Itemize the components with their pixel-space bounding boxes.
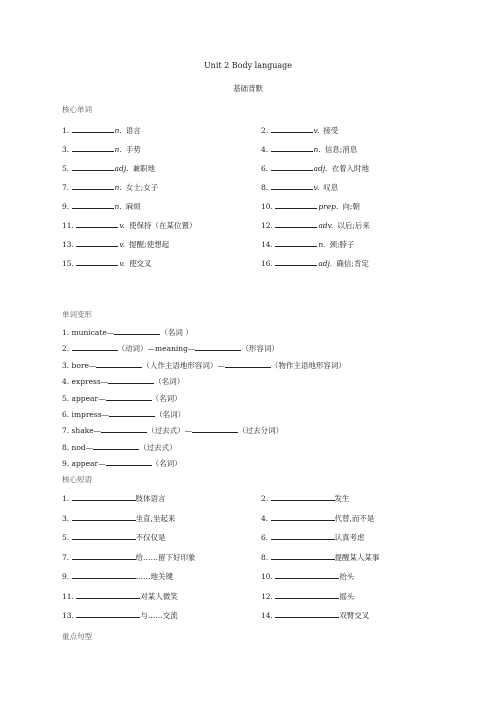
answer-blank[interactable] xyxy=(106,457,152,466)
answer-blank[interactable] xyxy=(275,238,317,247)
answer-blank[interactable] xyxy=(96,359,142,368)
part-of-speech: n. xyxy=(114,202,122,211)
answer-blank[interactable] xyxy=(72,570,136,579)
meaning: 麻烦 xyxy=(125,202,141,211)
part-of-speech: n. xyxy=(114,126,122,135)
phrase-item xyxy=(261,590,354,602)
answer-blank[interactable] xyxy=(271,531,335,540)
item-number: 5. xyxy=(62,533,72,542)
item-number: 4. xyxy=(261,145,271,154)
word-form-item xyxy=(62,326,193,338)
answer-blank[interactable] xyxy=(72,143,114,152)
answer-blank[interactable] xyxy=(192,424,238,433)
part-of-speech: v. xyxy=(313,126,320,135)
meaning: 抬头 xyxy=(339,572,355,581)
answer-blank[interactable] xyxy=(275,590,339,599)
phrase-item xyxy=(62,590,178,602)
answer-blank[interactable] xyxy=(72,531,136,540)
form-hint: （名词 ） xyxy=(160,328,193,337)
answer-blank[interactable] xyxy=(275,219,317,228)
section-heading-forms: 单词变形 xyxy=(62,310,92,319)
meaning: 向;朝 xyxy=(342,202,360,211)
meaning: 提醒某人某事 xyxy=(334,552,380,562)
form-hint: （名词） xyxy=(154,377,185,387)
item-number: 16. xyxy=(261,259,276,268)
part-of-speech: n. xyxy=(114,145,122,154)
answer-blank[interactable] xyxy=(72,124,114,133)
answer-blank[interactable] xyxy=(271,162,313,171)
answer-blank[interactable] xyxy=(76,238,118,247)
meaning: 肢体语言 xyxy=(135,494,166,503)
form-hint: （物作主语地形容词） xyxy=(270,360,346,370)
phrase-item xyxy=(261,551,380,563)
item-number: 12. xyxy=(261,221,276,230)
answer-blank[interactable] xyxy=(76,590,140,599)
word-form-item xyxy=(62,441,177,453)
item-number: 9. xyxy=(62,202,72,211)
answer-blank[interactable] xyxy=(114,326,160,335)
meaning: 发生 xyxy=(334,494,350,503)
answer-blank[interactable] xyxy=(271,512,335,521)
item-number: 7. xyxy=(62,552,72,562)
form-hint: （名词） xyxy=(151,393,182,403)
document-subtitle: 基础背默 xyxy=(233,84,263,93)
vocab-item xyxy=(261,238,355,250)
meaning: 语言 xyxy=(125,126,141,135)
phrase-item xyxy=(62,531,166,543)
answer-blank[interactable] xyxy=(275,257,317,266)
vocab-item xyxy=(62,181,158,193)
answer-blank[interactable] xyxy=(271,143,313,152)
answer-blank[interactable] xyxy=(271,551,335,560)
word-form-item xyxy=(62,359,346,371)
answer-blank[interactable] xyxy=(72,200,114,209)
vocab-item xyxy=(261,162,369,174)
form-prompt: 4. express— xyxy=(62,377,109,387)
answer-blank[interactable] xyxy=(109,408,155,417)
phrase-item xyxy=(62,512,175,524)
answer-blank[interactable] xyxy=(72,181,114,190)
phrase-item xyxy=(261,609,369,621)
item-number: 2. xyxy=(261,494,271,503)
form-hint: （过去式）— xyxy=(147,426,193,436)
vocab-item xyxy=(261,219,370,231)
item-number: 15. xyxy=(62,259,77,268)
form-prompt: 6. impress— xyxy=(62,410,110,419)
answer-blank[interactable] xyxy=(271,181,313,190)
part-of-speech: v. xyxy=(119,240,126,249)
meaning: 接受 xyxy=(323,126,339,135)
answer-blank[interactable] xyxy=(108,375,154,384)
vocab-item xyxy=(261,143,357,155)
form-hint: （名词） xyxy=(151,459,182,469)
form-hint: （名词） xyxy=(155,410,186,419)
part-of-speech: v. xyxy=(119,221,126,230)
item-number: 1. xyxy=(62,494,72,503)
vocab-item xyxy=(62,124,141,136)
item-number: 12. xyxy=(261,591,276,601)
word-form-item xyxy=(62,424,283,436)
answer-blank[interactable] xyxy=(72,492,136,501)
phrase-item xyxy=(62,551,196,563)
item-number: 4. xyxy=(261,513,271,523)
answer-blank[interactable] xyxy=(72,512,136,521)
meaning: 确信;肯定 xyxy=(336,259,369,268)
phrase-item xyxy=(261,570,354,582)
vocab-item xyxy=(261,200,360,212)
part-of-speech: n. xyxy=(114,183,122,192)
answer-blank[interactable] xyxy=(101,424,147,433)
form-prompt: 7. shake— xyxy=(62,426,102,436)
form-hint: （形容词） xyxy=(241,344,279,354)
item-number: 9. xyxy=(62,572,72,581)
answer-blank[interactable] xyxy=(271,124,313,133)
part-of-speech: v. xyxy=(313,183,320,192)
item-number: 14. xyxy=(261,611,276,620)
item-number: 2. xyxy=(261,126,271,135)
word-form-item xyxy=(62,375,184,387)
item-number: 6. xyxy=(261,164,271,173)
item-number: 13. xyxy=(62,240,77,249)
item-number: 10. xyxy=(261,202,276,211)
item-number: 13. xyxy=(62,611,77,620)
section-heading-vocab: 核心单词 xyxy=(62,105,92,114)
meaning: 代替,而不是 xyxy=(334,513,375,523)
item-number: 8. xyxy=(261,552,271,562)
meaning: 提醒;使想起 xyxy=(129,240,170,249)
meaning: 摇头 xyxy=(339,591,355,601)
vocab-item xyxy=(62,219,197,231)
answer-blank[interactable] xyxy=(93,441,139,450)
meaning: 双臂交叉 xyxy=(339,611,370,620)
meaning: 叹息 xyxy=(323,183,339,192)
part-of-speech: v. xyxy=(119,259,126,268)
answer-blank[interactable] xyxy=(72,551,136,560)
meaning: 坐直,坐起来 xyxy=(135,513,176,523)
form-prompt: 2. xyxy=(62,344,72,354)
form-prompt: 5. appear— xyxy=(62,393,106,403)
item-number: 3. xyxy=(62,513,72,523)
item-number: 10. xyxy=(261,572,276,581)
meaning: 与……交流 xyxy=(140,611,178,620)
vocab-item xyxy=(62,257,152,269)
meaning: 以后;后来 xyxy=(337,221,370,230)
document-title: Unit 2 Body language xyxy=(203,61,293,70)
part-of-speech: n. xyxy=(318,240,326,249)
meaning: 认真考虑 xyxy=(334,533,365,542)
word-form-item xyxy=(62,342,279,354)
answer-blank[interactable] xyxy=(195,342,241,351)
meaning: ……地关键 xyxy=(135,572,174,581)
item-number: 1. xyxy=(62,126,72,135)
answer-blank[interactable] xyxy=(72,342,118,351)
form-prompt: 9. appear— xyxy=(62,459,106,469)
form-prompt: 8. nod— xyxy=(62,442,94,452)
phrase-item xyxy=(62,492,166,504)
section-heading-sentences: 重点句型 xyxy=(62,632,92,641)
word-form-item xyxy=(62,457,182,469)
meaning: 使保持（在某位置） xyxy=(129,221,197,230)
vocab-item xyxy=(62,238,169,250)
meaning: 不仅仅是 xyxy=(135,533,166,542)
part-of-speech: adj. xyxy=(313,164,328,173)
answer-blank[interactable] xyxy=(72,162,114,171)
part-of-speech: adv. xyxy=(318,221,334,230)
meaning: 兼职地 xyxy=(132,164,156,173)
word-form-item xyxy=(62,392,182,404)
form-hint: （人作主语地形容词）— xyxy=(142,360,225,370)
item-number: 11. xyxy=(62,591,77,601)
word-form-item xyxy=(62,408,185,420)
meaning: 手势 xyxy=(125,145,141,154)
form-hint: （动词）—meaning— xyxy=(117,344,196,354)
meaning: 女士;女子 xyxy=(125,183,159,192)
answer-blank[interactable] xyxy=(76,257,118,266)
answer-blank[interactable] xyxy=(106,392,152,401)
item-number: 14. xyxy=(261,240,276,249)
item-number: 6. xyxy=(261,533,271,542)
form-prompt: 3. bore— xyxy=(62,360,97,370)
vocab-item xyxy=(62,162,155,174)
phrase-item xyxy=(62,609,178,621)
answer-blank[interactable] xyxy=(275,200,317,209)
item-number: 7. xyxy=(62,183,72,192)
answer-blank[interactable] xyxy=(76,219,118,228)
part-of-speech: prep. xyxy=(318,202,339,211)
vocab-item xyxy=(62,143,141,155)
part-of-speech: adj. xyxy=(114,164,129,173)
phrase-item xyxy=(261,512,374,524)
phrase-item xyxy=(261,492,350,504)
meaning: 对某人微笑 xyxy=(140,591,178,601)
answer-blank[interactable] xyxy=(271,492,335,501)
answer-blank[interactable] xyxy=(225,359,271,368)
item-number: 8. xyxy=(261,183,271,192)
vocab-item xyxy=(261,181,338,193)
answer-blank[interactable] xyxy=(275,609,339,618)
meaning: 颈;脖子 xyxy=(329,240,355,249)
vocab-item xyxy=(62,200,141,212)
meaning: 信息;消息 xyxy=(324,145,358,154)
form-prompt: 1. municate— xyxy=(62,328,115,337)
form-hint: （过去分词） xyxy=(238,426,284,436)
meaning: 给……留下好印象 xyxy=(135,552,196,562)
answer-blank[interactable] xyxy=(275,570,339,579)
answer-blank[interactable] xyxy=(76,609,140,618)
vocab-item xyxy=(261,257,369,269)
part-of-speech: n. xyxy=(313,145,321,154)
item-number: 3. xyxy=(62,145,72,154)
item-number: 11. xyxy=(62,221,77,230)
vocab-item xyxy=(261,124,338,136)
phrase-item xyxy=(62,570,173,582)
item-number: 5. xyxy=(62,164,72,173)
part-of-speech: adj. xyxy=(318,259,333,268)
form-hint: （过去式） xyxy=(139,442,177,452)
section-heading-phrases: 核心短语 xyxy=(62,475,92,484)
meaning: 使交叉 xyxy=(129,259,152,268)
meaning: 衣着入时地 xyxy=(331,164,370,173)
phrase-item xyxy=(261,531,365,543)
